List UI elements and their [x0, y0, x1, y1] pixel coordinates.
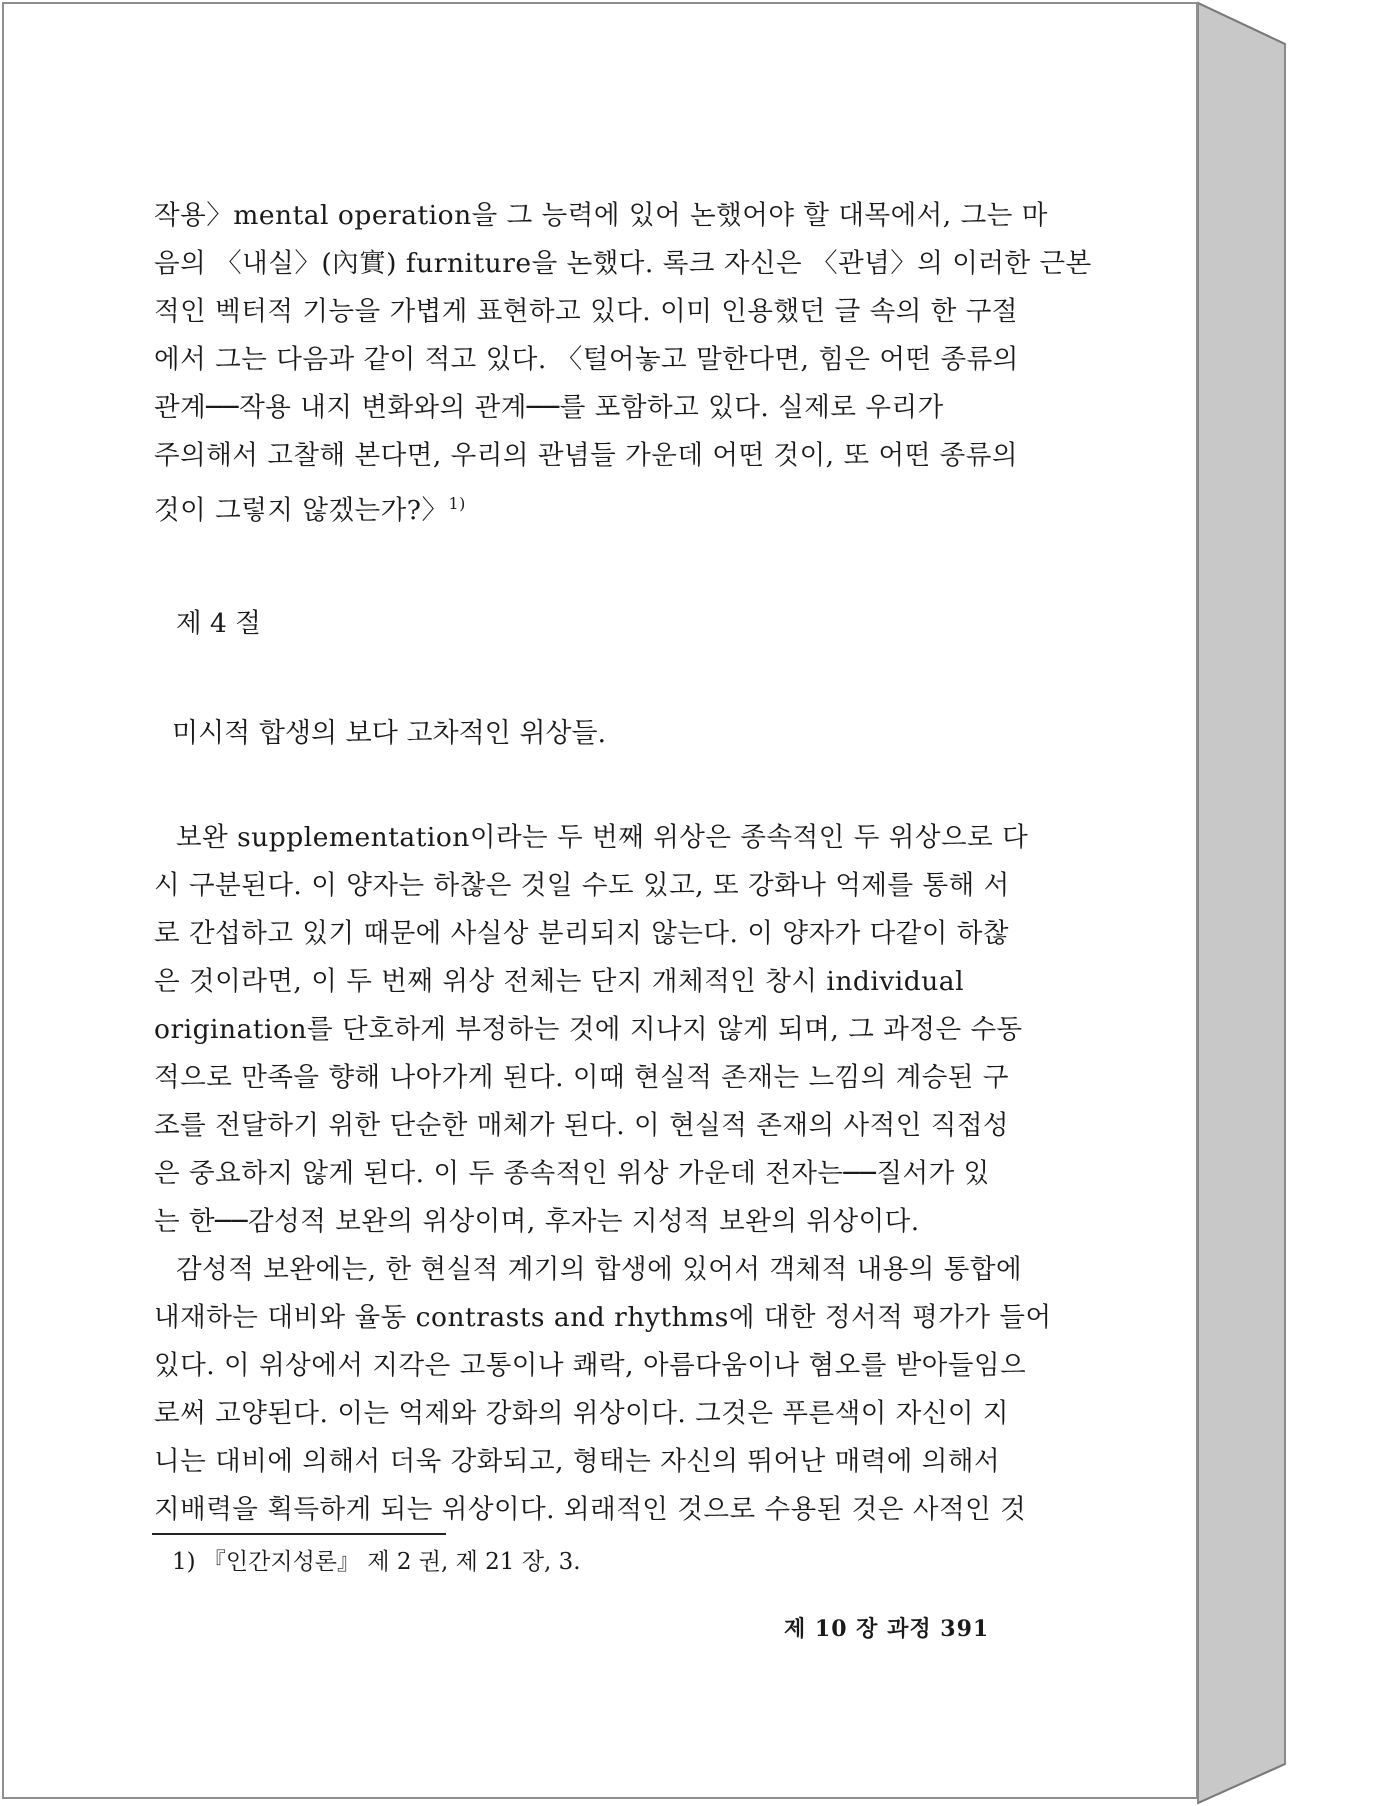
- text-line: 작용〉mental operation을 그 능력에 있어 논했어야 할 대목에서, 그는 마: [154, 200, 1048, 231]
- text-line: 조를 전달하기 위한 단순한 매체가 된다. 이 현실적 존재의 사적인 직접성: [154, 1110, 1010, 1141]
- book-edge-side: [1198, 3, 1285, 1803]
- text-line: 에서 그는 다음과 같이 적고 있다. 〈털어놓고 말한다면, 힘은 어떤 종류의: [154, 344, 1019, 375]
- text-line: 은 중요하지 않게 된다. 이 두 종속적인 위상 가운데 전자는──질서가 있: [154, 1158, 990, 1189]
- text-line: 적으로 만족을 향해 나아가게 된다. 이때 현실적 존재는 느낌의 계승된 구: [154, 1062, 1010, 1093]
- text-line: 적인 벡터적 기능을 가볍게 표현하고 있다. 이미 인용했던 글 속의 한 구절: [154, 296, 1018, 327]
- text-line: 은 것이라면, 이 두 번째 위상 전체는 단지 개체적인 창시 individual: [154, 966, 965, 997]
- book-edge-line: [1198, 3, 1285, 44]
- text-line: 지배력을 획득하게 되는 위상이다. 외래적인 것으로 수용된 것은 사적인 것: [154, 1494, 1027, 1525]
- book-edge-line-bottom: [1198, 1764, 1285, 1803]
- paragraph-3: [154, 1246, 1052, 1534]
- text-line: 시 구분된다. 이 양자는 하찮은 것일 수도 있고, 또 강화나 억제를 통해 서: [154, 870, 1010, 901]
- footnote: 1) 『인간지성론』 제 2 권, 제 21 장, 3.: [172, 1549, 581, 1575]
- section-number: 제 4 절: [176, 608, 261, 639]
- footnote-marker: 1): [448, 494, 466, 513]
- text-line: 음의 〈내실〉(內實) furniture을 논했다. 록크 자신은 〈관념〉의 이러한 근본: [154, 248, 1092, 279]
- text-line: 감성적 보완에는, 한 현실적 계기의 합생에 있어서 객체적 내용의 통합에: [176, 1254, 1023, 1285]
- text-line: 내재하는 대비와 율동 contrasts and rhythms에 대한 정서적 평가가 들어: [154, 1302, 1052, 1333]
- text-line: [154, 480, 1042, 535]
- section-title: 미시적 합생의 보다 고차적인 위상들.: [172, 718, 607, 749]
- footnote-divider: [152, 1533, 446, 1535]
- text-line: 주의해서 고찰해 본다면, 우리의 관념들 가운데 어떤 것이, 또 어떤 종류의: [154, 440, 1018, 471]
- book-page: [2, 2, 1198, 1799]
- text-line: 있다. 이 위상에서 지각은 고통이나 쾌락, 아름다움이나 혐오를 받아들임으: [154, 1350, 1027, 1381]
- paragraph-2: [154, 814, 1042, 1246]
- text-line: 로써 고양된다. 이는 억제와 강화의 위상이다. 그것은 푸른색이 자신이 지: [154, 1398, 1010, 1429]
- text-line: origination를 단호하게 부정하는 것에 지나지 않게 되며, 그 과정은 수동: [154, 1014, 1023, 1045]
- text-line: 보완 supplementation이라는 두 번째 위상은 종속적인 두 위상으로 다: [176, 822, 1029, 853]
- text-line: 는 한──감성적 보완의 위상이며, 후자는 지성적 보완의 위상이다.: [154, 1206, 920, 1237]
- text-line: 로 간섭하고 있기 때문에 사실상 분리되지 않는다. 이 양자가 다같이 하찮: [154, 918, 1010, 949]
- running-footer: 제 10 장 과정 391: [784, 1616, 990, 1642]
- top-paragraph: [154, 192, 1092, 535]
- text-line: 관계──작용 내지 변화와의 관계──를 포함하고 있다. 실제로 우리가: [154, 392, 944, 423]
- text-line-content: 것이 그렇지 않겠는가?〉: [154, 494, 449, 526]
- text-line: 니는 대비에 의해서 더욱 강화되고, 형태는 자신의 뛰어난 매력에 의해서: [154, 1446, 1001, 1477]
